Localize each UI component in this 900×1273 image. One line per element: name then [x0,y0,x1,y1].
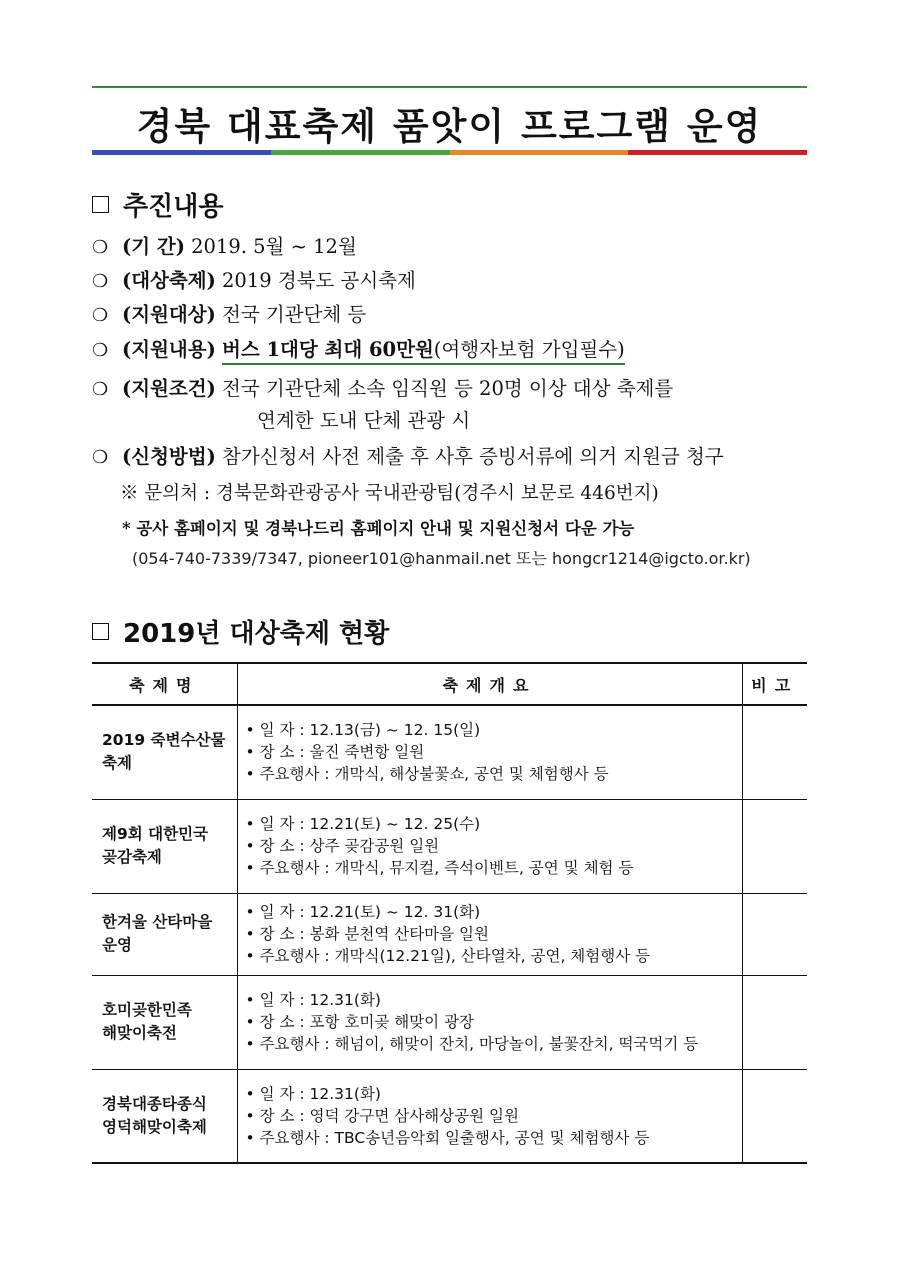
festival-date: • 일 자 : 12.31(화) [245,991,381,1009]
festival-name: 영덕해맞이축제 [102,1117,207,1136]
festival-remarks-cell [742,705,807,799]
festival-place: • 장 소 : 포항 호미곶 해맞이 광장 [245,1013,475,1031]
festival-date: • 일 자 : 12.31(화) [245,1084,381,1103]
contact-note: ※ 문의처 : 경북문화관광공사 국내관광팀(경주시 보문로 446번지) [120,483,659,504]
festival-date: • 일 자 : 12.21(토) ~ 12. 31(화) [245,903,481,921]
table-row [92,705,807,799]
section-heading-plan [92,186,223,223]
festival-name: 해맞이축전 [102,1024,177,1042]
info-row-period [92,234,812,261]
festival-place: • 장 소 : 울진 죽변항 일원 [245,743,425,762]
download-note: * 공사 홈페이지 및 경북나드리 홈페이지 안내 및 지원신청서 다운 가능 [122,519,635,538]
festival-place: • 장 소 : 상주 곶감공원 일원 [245,837,440,855]
info-row-target-festival [92,268,812,295]
festival-name: 운영 [102,936,132,954]
info-row-application [92,444,812,471]
festival-overview-cell [237,975,742,1069]
festival-name: 곶감축제 [102,848,162,866]
info-value: 참가신청서 사전 제출 후 사후 증빙서류에 의거 지원금 청구 [222,445,724,468]
info-value: 2019 경북도 공시축제 [222,269,416,292]
festival-table [92,662,807,1164]
festival-events: • 주요행사 : 개막식, 해상불꽃쇼, 공연 및 체험행사 등 [245,765,609,784]
festival-name: 경북대종타종식 [102,1094,207,1113]
info-row-support-target [92,302,812,329]
circle-bullet-icon: ❍ [92,447,109,468]
festival-name: 호미곶한민족 [102,1001,192,1019]
festival-overview-cell [237,799,742,893]
title-color-bar [92,150,807,155]
festival-overview-cell [237,1069,742,1163]
circle-bullet-icon: ❍ [92,340,109,361]
festival-name-cell [92,705,237,799]
festival-remarks-cell [742,1069,807,1163]
header-festival-name: 축제명 [92,663,237,705]
contact-details: (054-740-7339/7347, pioneer101@hanmail.net 또는 hongcr1214@igcto.or.kr) [132,549,751,568]
info-value: 전국 기관단체 소속 임직원 등 20명 이상 대상 축제를 [222,377,674,400]
highlight-text: 버스 1대당 최대 60만원 [222,338,434,361]
highlight-support-amount [222,338,625,365]
festival-name: 제9회 대한민국 [102,825,209,843]
festival-events: • 주요행사 : 개막식, 뮤지컬, 즉석이벤트, 공연 및 체험 등 [245,859,634,877]
page-title: 경북 대표축제 품앗이 프로그램 운영 [136,105,763,148]
table-row [92,893,807,975]
festival-overview-cell [237,705,742,799]
highlight-extra: (여행자보험 가입필수) [433,338,625,361]
info-label: (기 간) [122,235,185,258]
festival-place: • 장 소 : 영덕 강구면 삼사해상공원 일원 [245,1106,519,1125]
festival-name: 한겨울 산타마을 [102,913,213,931]
circle-bullet-icon: ❍ [92,305,109,326]
section-heading-text: 추진내용 [123,192,224,222]
info-value: 2019. 5월 ~ 12월 [191,235,357,258]
festival-events: • 주요행사 : TBC송년음악회 일출행사, 공연 및 체험행사 등 [245,1128,650,1147]
festival-name-cell [92,799,237,893]
festival-name-cell [92,1069,237,1163]
table-row [92,1069,807,1163]
info-label: (지원내용) [122,338,216,361]
info-label: (지원대상) [122,303,216,326]
festival-overview-cell [237,893,742,975]
header-festival-overview: 축제개요 [237,663,742,705]
circle-bullet-icon: ❍ [92,237,109,258]
table-row [92,799,807,893]
section-heading-festivals [92,613,389,650]
info-row-support-content [92,337,812,364]
festival-events: • 주요행사 : 개막식(12.21일), 산타열차, 공연, 체험행사 등 [245,947,651,965]
section-heading-text: 2019년 대상축제 현황 [123,619,390,649]
info-label: (신청방법) [122,445,216,468]
info-label: (대상축제) [122,269,216,292]
table-row [92,975,807,1069]
festival-place: • 장 소 : 봉화 분천역 산타마을 일원 [245,925,490,943]
festival-name-cell [92,975,237,1069]
festival-remarks-cell [742,893,807,975]
festival-remarks-cell [742,799,807,893]
info-row-support-condition-line2: 연계한 도내 단체 관광 시 [257,409,471,432]
circle-bullet-icon: ❍ [92,379,109,400]
festival-name-cell [92,893,237,975]
info-row-support-condition [92,376,812,403]
info-value: 전국 기관단체 등 [222,303,367,326]
table-header-row [92,663,807,705]
color-bar-red [628,150,807,155]
festival-name: 축제 [102,754,132,773]
festival-date: • 일 자 : 12.21(토) ~ 12. 25(수) [245,815,481,833]
color-bar-green [271,150,450,155]
circle-bullet-icon: ❍ [92,271,109,292]
festival-events: • 주요행사 : 해넘이, 해맞이 잔치, 마당놀이, 불꽃잔치, 떡국먹기 등 [245,1035,699,1053]
festival-name: 2019 죽변수산물 [102,731,226,750]
title-top-line [92,86,807,88]
festival-date: • 일 자 : 12.13(금) ~ 12. 15(일) [245,721,481,740]
checkbox-square-icon [92,196,109,213]
color-bar-blue [92,150,271,155]
color-bar-orange [450,150,629,155]
checkbox-square-icon [92,623,109,640]
header-remarks: 비고 [742,663,807,705]
festival-remarks-cell [742,975,807,1069]
info-label: (지원조건) [122,377,216,400]
